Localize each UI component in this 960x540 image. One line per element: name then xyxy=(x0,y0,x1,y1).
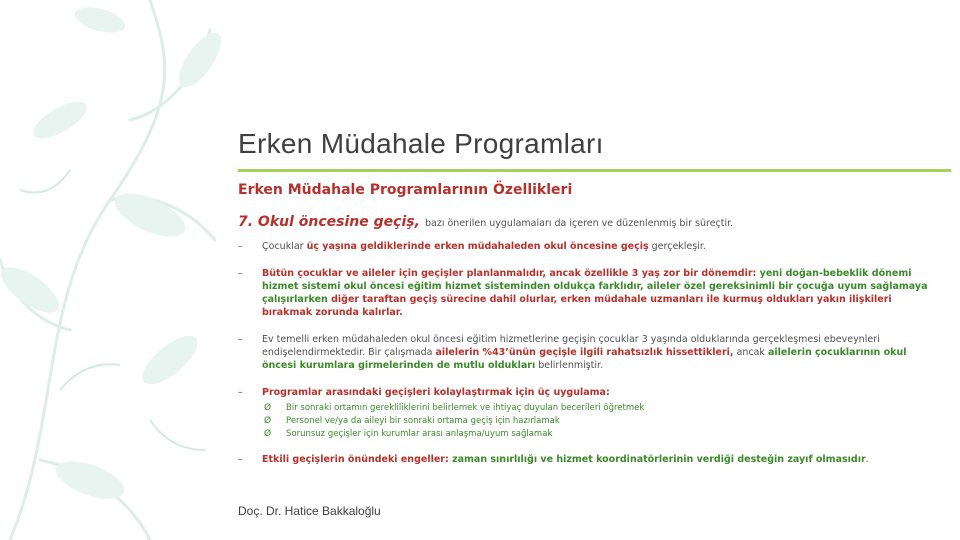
item-highlight: Bütün çocuklar ve aileler için geçişler planlanmalıdır, ancak özellikle 3 yaş zor bir dönemdir: xyxy=(262,268,757,279)
dash-bullet: – xyxy=(238,387,243,398)
sub-list-item xyxy=(264,415,938,428)
sub-list-item xyxy=(264,402,938,415)
sub-list-item xyxy=(264,428,938,441)
list-item xyxy=(238,240,938,253)
list-item xyxy=(238,386,938,441)
sub-item-text: Bir sonraki ortamın gerekliliklerini belirlemek ve ihtiyaç duyulan becerileri öğretmek xyxy=(286,403,645,413)
item-highlight-green: ailelerin çocuklarının okul öncesi kurumlara girmelerinden de mutlu oldukları xyxy=(262,347,907,371)
dash-bullet: – xyxy=(238,334,243,345)
title-underline xyxy=(238,169,951,172)
item-text: Çocuklar xyxy=(262,241,307,252)
item-highlight: diğer taraftan geçiş sürecine dahil olurlar, erken müdahale uzmanları ile kurmuş oldukları yakın ilişkileri bırakmak zorunda kalırlar. xyxy=(262,294,892,318)
list-item xyxy=(238,267,938,319)
sub-item-text: Sorunsuz geçişler için kurumlar arası anlaşma/uyum sağlamak xyxy=(286,429,553,439)
arrow-bullet-icon: Ø xyxy=(264,416,272,426)
arrow-bullet-icon: Ø xyxy=(264,429,272,439)
slide-title: Erken Müdahale Programları xyxy=(238,128,604,159)
item-text: belirlenmiştir. xyxy=(535,360,604,371)
item-text: ancak xyxy=(733,347,768,358)
item-highlight: Programlar arasındaki geçişleri kolaylaştırmak için üç uygulama: xyxy=(262,387,610,398)
section-subtitle: Erken Müdahale Programlarının Özellikleri xyxy=(238,182,573,198)
item-highlight: üç yaşına geldiklerinde erken müdahaleden okul öncesine geçiş xyxy=(306,241,649,252)
point-7-description: bazı önerilen uygulamaları da içeren ve düzenlenmiş bir süreçtir. xyxy=(425,218,734,229)
item-text: gerçekleşir. xyxy=(648,241,706,252)
sub-list xyxy=(262,402,938,441)
list-item xyxy=(238,453,938,466)
leaf-pattern-decoration xyxy=(0,0,230,540)
arrow-bullet-icon: Ø xyxy=(264,403,272,413)
item-highlight: ailelerin %43’ünün geçişle ilgili rahatsızlık hissettikleri, xyxy=(435,347,734,358)
list-item xyxy=(238,333,938,372)
item-text: . xyxy=(865,454,869,465)
bullet-list xyxy=(238,240,938,466)
point-7-heading xyxy=(238,211,953,230)
author-footer: Doç. Dr. Hatice Bakkaloğlu xyxy=(238,504,381,518)
sub-item-text: Personel ve/ya da aileyi bir sonraki ortama geçiş için hazırlamak xyxy=(286,416,560,426)
item-highlight: Etkili geçişlerin önündeki engeller: xyxy=(262,454,449,465)
point-7-lead: 7. Okul öncesine geçiş, xyxy=(238,214,420,230)
item-highlight-green: zaman sınırlılığı ve hizmet koordinatörlerinin verdiği desteğin zayıf olmasıdır xyxy=(448,454,866,465)
dash-bullet: – xyxy=(238,268,243,279)
item-highlight-green: yeni doğan-bebeklik dönemi hizmet sistemi okul öncesi eğitim hizmet sisteminden oldukça farklıdır, aileler özel gereksinimli bir çocuğa uyum sağlamaya çalışırlarken xyxy=(262,268,928,305)
dash-bullet: – xyxy=(238,454,243,465)
item-text: Ev temelli erken müdahaleden okul öncesi eğitim hizmetlerine geçişin çocuklar 3 yaşında olduklarında gerçekleşmesi ebeveynleri endişelendirmektedir. Bir çalışmada xyxy=(262,334,880,358)
dash-bullet: – xyxy=(238,241,243,252)
